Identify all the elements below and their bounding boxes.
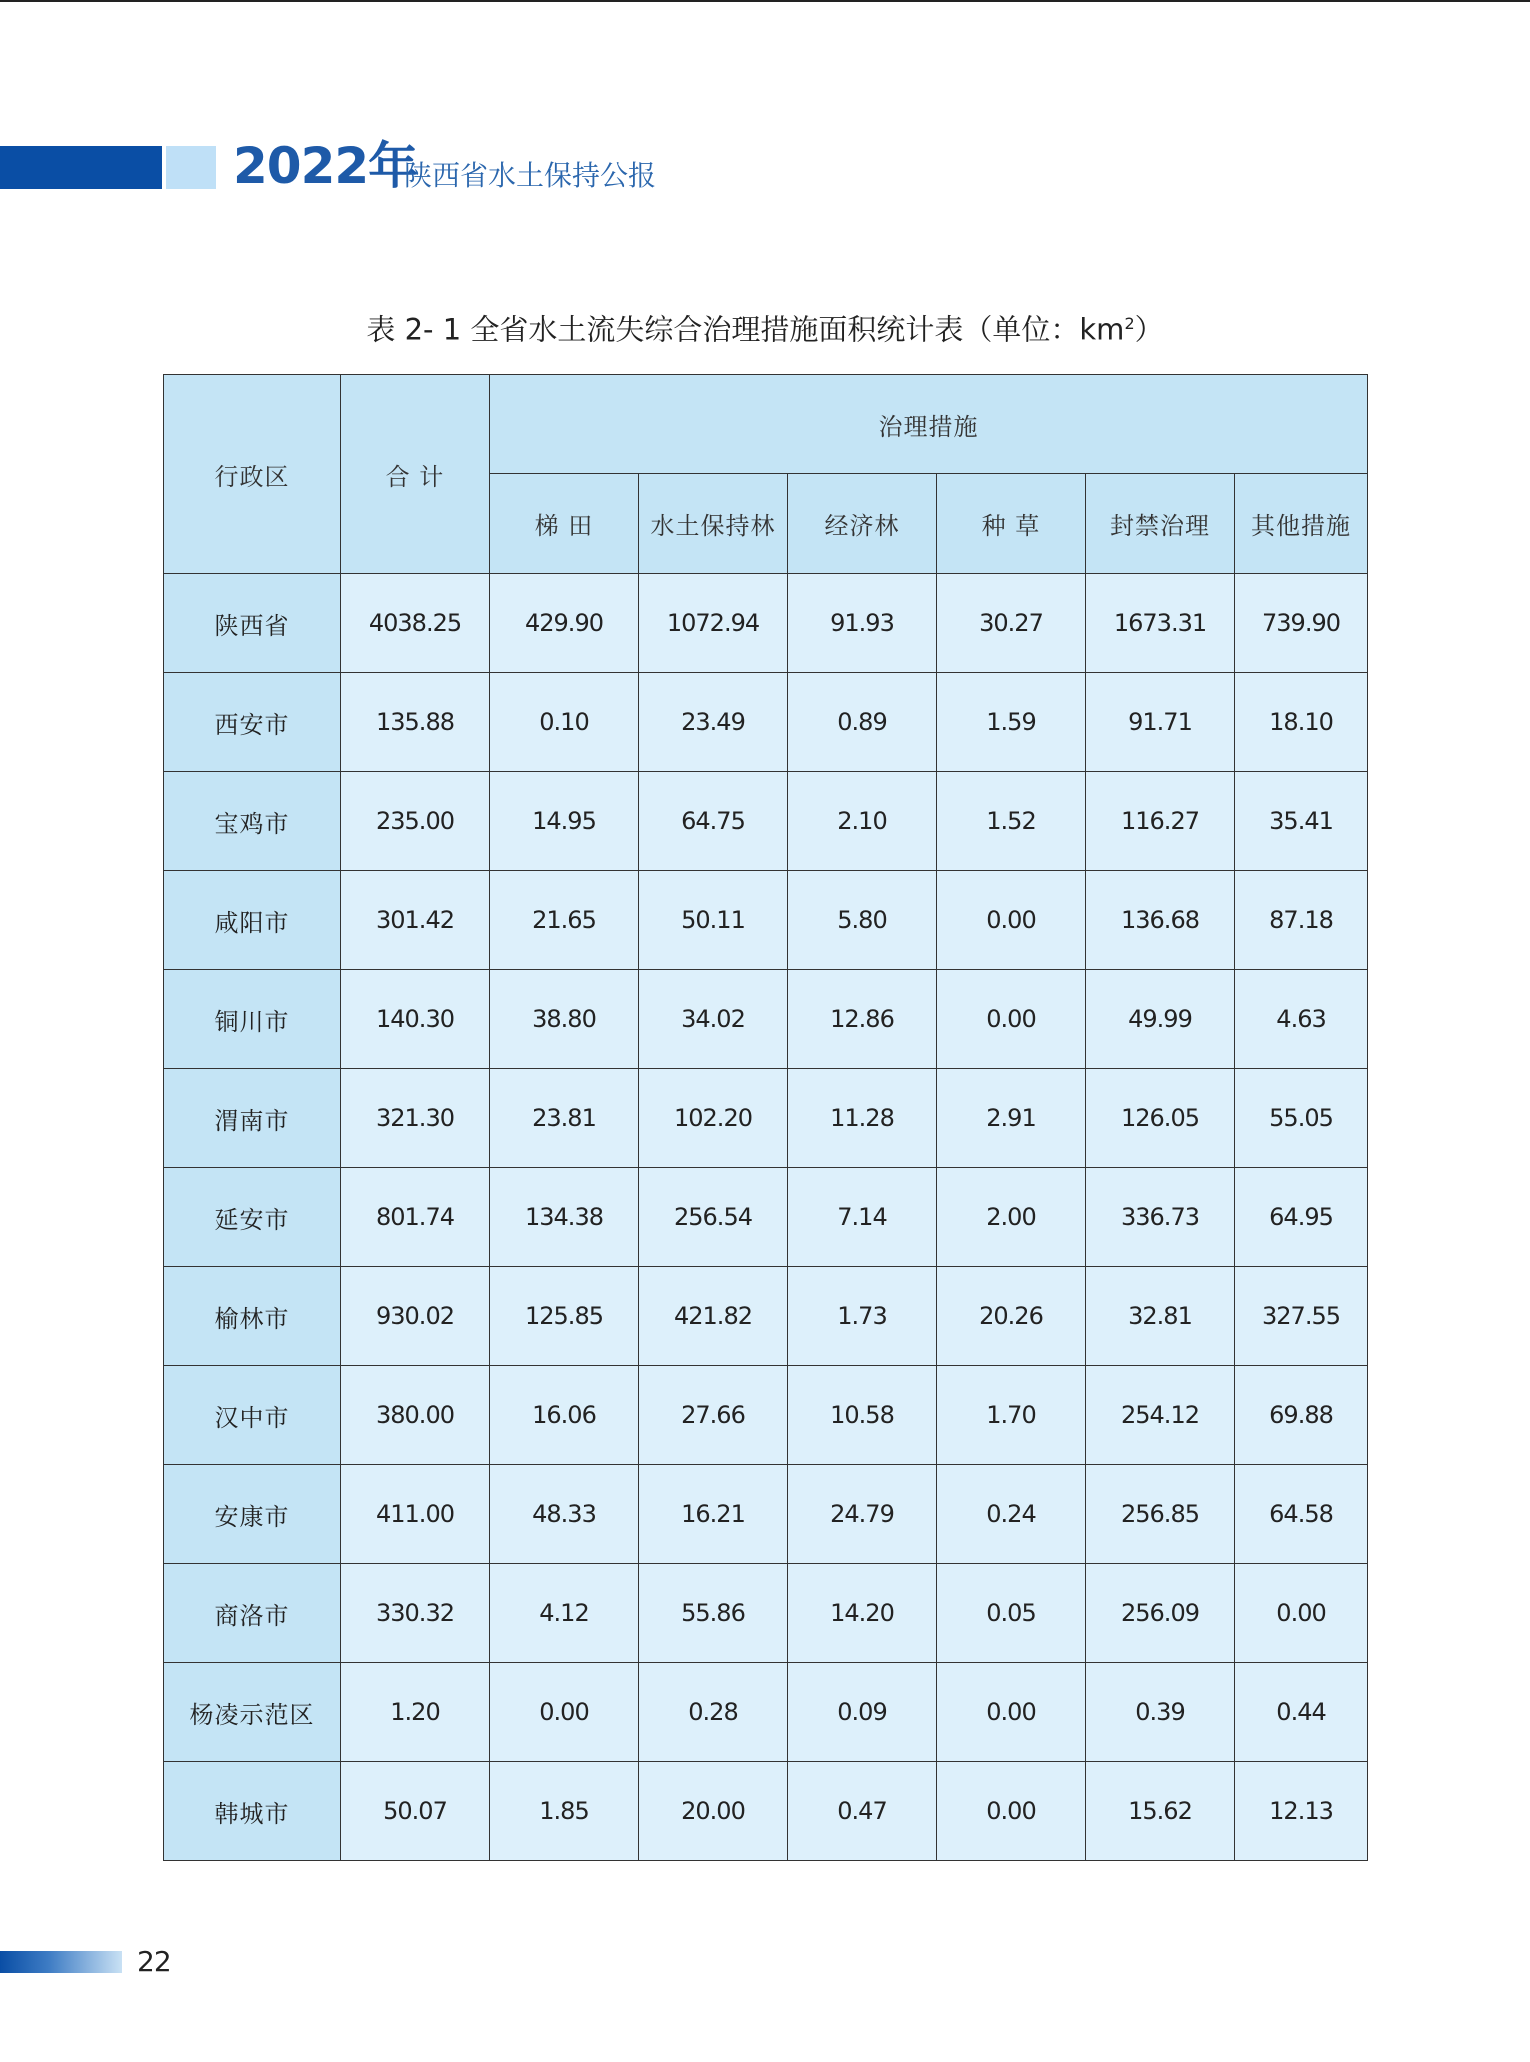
header-subcolumn: 其他措施 <box>1235 474 1368 574</box>
value-cell: 23.81 <box>490 1069 639 1168</box>
value-cell: 0.00 <box>1235 1564 1368 1663</box>
table-row <box>164 1465 1368 1564</box>
value-cell: 321.30 <box>341 1069 490 1168</box>
value-cell: 34.02 <box>639 970 788 1069</box>
value-cell: 20.00 <box>639 1762 788 1861</box>
value-cell: 14.95 <box>490 772 639 871</box>
value-cell: 0.47 <box>788 1762 937 1861</box>
table-row <box>164 1267 1368 1366</box>
table-row <box>164 1168 1368 1267</box>
value-cell: 134.38 <box>490 1168 639 1267</box>
header-subcolumn: 水土保持林 <box>639 474 788 574</box>
value-cell: 1.20 <box>341 1663 490 1762</box>
value-cell: 801.74 <box>341 1168 490 1267</box>
table-row <box>164 1069 1368 1168</box>
value-cell: 254.12 <box>1086 1366 1235 1465</box>
region-cell: 汉中市 <box>164 1366 341 1465</box>
value-cell: 0.00 <box>937 1762 1086 1861</box>
table-row <box>164 1366 1368 1465</box>
value-cell: 50.11 <box>639 871 788 970</box>
value-cell: 69.88 <box>1235 1366 1368 1465</box>
value-cell: 301.42 <box>341 871 490 970</box>
table-caption-text: 表 2- 1 全省水土流失综合治理措施面积统计表（单位：km <box>366 312 1125 347</box>
value-cell: 421.82 <box>639 1267 788 1366</box>
value-cell: 64.75 <box>639 772 788 871</box>
header-band-dark <box>0 146 162 189</box>
value-cell: 0.00 <box>490 1663 639 1762</box>
value-cell: 256.54 <box>639 1168 788 1267</box>
table-row <box>164 1663 1368 1762</box>
value-cell: 10.58 <box>788 1366 937 1465</box>
value-cell: 1673.31 <box>1086 574 1235 673</box>
value-cell: 12.13 <box>1235 1762 1368 1861</box>
value-cell: 0.24 <box>937 1465 1086 1564</box>
value-cell: 1.59 <box>937 673 1086 772</box>
header-year: 2022年 <box>233 137 418 195</box>
region-cell: 宝鸡市 <box>164 772 341 871</box>
value-cell: 2.00 <box>937 1168 1086 1267</box>
value-cell: 429.90 <box>490 574 639 673</box>
value-cell: 23.49 <box>639 673 788 772</box>
value-cell: 2.91 <box>937 1069 1086 1168</box>
region-cell: 安康市 <box>164 1465 341 1564</box>
value-cell: 4.63 <box>1235 970 1368 1069</box>
value-cell: 0.00 <box>937 1663 1086 1762</box>
value-cell: 21.65 <box>490 871 639 970</box>
table-caption-sup: 2 <box>1124 314 1135 333</box>
value-cell: 126.05 <box>1086 1069 1235 1168</box>
value-cell: 24.79 <box>788 1465 937 1564</box>
value-cell: 135.88 <box>341 673 490 772</box>
value-cell: 2.10 <box>788 772 937 871</box>
header-measures-group: 治理措施 <box>490 375 1368 474</box>
value-cell: 55.86 <box>639 1564 788 1663</box>
value-cell: 48.33 <box>490 1465 639 1564</box>
value-cell: 256.09 <box>1086 1564 1235 1663</box>
value-cell: 1072.94 <box>639 574 788 673</box>
value-cell: 7.14 <box>788 1168 937 1267</box>
value-cell: 16.21 <box>639 1465 788 1564</box>
table-caption <box>0 302 1530 352</box>
value-cell: 4.12 <box>490 1564 639 1663</box>
value-cell: 16.06 <box>490 1366 639 1465</box>
value-cell: 18.10 <box>1235 673 1368 772</box>
value-cell: 235.00 <box>341 772 490 871</box>
table-row <box>164 970 1368 1069</box>
value-cell: 5.80 <box>788 871 937 970</box>
value-cell: 1.73 <box>788 1267 937 1366</box>
table-row <box>164 673 1368 772</box>
page-number: 22 <box>137 1945 171 1978</box>
value-cell: 1.85 <box>490 1762 639 1861</box>
header-subcolumn: 梯 田 <box>490 474 639 574</box>
table-caption-end: ） <box>1134 312 1164 347</box>
value-cell: 102.20 <box>639 1069 788 1168</box>
value-cell: 1.70 <box>937 1366 1086 1465</box>
value-cell: 0.09 <box>788 1663 937 1762</box>
header-total: 合 计 <box>341 375 490 574</box>
value-cell: 35.41 <box>1235 772 1368 871</box>
value-cell: 0.00 <box>937 871 1086 970</box>
top-rule <box>0 0 1530 2</box>
value-cell: 91.93 <box>788 574 937 673</box>
header-subcolumn: 封禁治理 <box>1086 474 1235 574</box>
header-report-name: 陕西省水土保持公报 <box>404 159 657 192</box>
value-cell: 116.27 <box>1086 772 1235 871</box>
header-subcolumn: 种 草 <box>937 474 1086 574</box>
value-cell: 38.80 <box>490 970 639 1069</box>
value-cell: 87.18 <box>1235 871 1368 970</box>
value-cell: 140.30 <box>341 970 490 1069</box>
value-cell: 0.89 <box>788 673 937 772</box>
value-cell: 136.68 <box>1086 871 1235 970</box>
value-cell: 27.66 <box>639 1366 788 1465</box>
value-cell: 64.95 <box>1235 1168 1368 1267</box>
value-cell: 0.00 <box>937 970 1086 1069</box>
region-cell: 陕西省 <box>164 574 341 673</box>
table-row <box>164 1564 1368 1663</box>
region-cell: 铜川市 <box>164 970 341 1069</box>
value-cell: 49.99 <box>1086 970 1235 1069</box>
header-region: 行政区 <box>164 375 341 574</box>
value-cell: 411.00 <box>341 1465 490 1564</box>
value-cell: 930.02 <box>341 1267 490 1366</box>
statistics-table <box>163 374 1368 1861</box>
value-cell: 0.44 <box>1235 1663 1368 1762</box>
value-cell: 0.05 <box>937 1564 1086 1663</box>
value-cell: 380.00 <box>341 1366 490 1465</box>
table-row <box>164 1762 1368 1861</box>
value-cell: 12.86 <box>788 970 937 1069</box>
value-cell: 11.28 <box>788 1069 937 1168</box>
region-cell: 韩城市 <box>164 1762 341 1861</box>
table-row <box>164 574 1368 673</box>
region-cell: 商洛市 <box>164 1564 341 1663</box>
header-band-light <box>166 146 216 189</box>
table-row <box>164 772 1368 871</box>
region-cell: 延安市 <box>164 1168 341 1267</box>
value-cell: 0.10 <box>490 673 639 772</box>
header-subcolumn: 经济林 <box>788 474 937 574</box>
value-cell: 0.28 <box>639 1663 788 1762</box>
region-cell: 咸阳市 <box>164 871 341 970</box>
region-cell: 杨凌示范区 <box>164 1663 341 1762</box>
region-cell: 渭南市 <box>164 1069 341 1168</box>
value-cell: 256.85 <box>1086 1465 1235 1564</box>
value-cell: 30.27 <box>937 574 1086 673</box>
value-cell: 91.71 <box>1086 673 1235 772</box>
value-cell: 0.39 <box>1086 1663 1235 1762</box>
value-cell: 336.73 <box>1086 1168 1235 1267</box>
value-cell: 50.07 <box>341 1762 490 1861</box>
value-cell: 15.62 <box>1086 1762 1235 1861</box>
value-cell: 125.85 <box>490 1267 639 1366</box>
region-cell: 西安市 <box>164 673 341 772</box>
value-cell: 64.58 <box>1235 1465 1368 1564</box>
value-cell: 327.55 <box>1235 1267 1368 1366</box>
footer-bar <box>0 1951 122 1973</box>
value-cell: 330.32 <box>341 1564 490 1663</box>
region-cell: 榆林市 <box>164 1267 341 1366</box>
value-cell: 14.20 <box>788 1564 937 1663</box>
value-cell: 32.81 <box>1086 1267 1235 1366</box>
value-cell: 1.52 <box>937 772 1086 871</box>
value-cell: 739.90 <box>1235 574 1368 673</box>
table-row <box>164 871 1368 970</box>
value-cell: 55.05 <box>1235 1069 1368 1168</box>
value-cell: 4038.25 <box>341 574 490 673</box>
value-cell: 20.26 <box>937 1267 1086 1366</box>
